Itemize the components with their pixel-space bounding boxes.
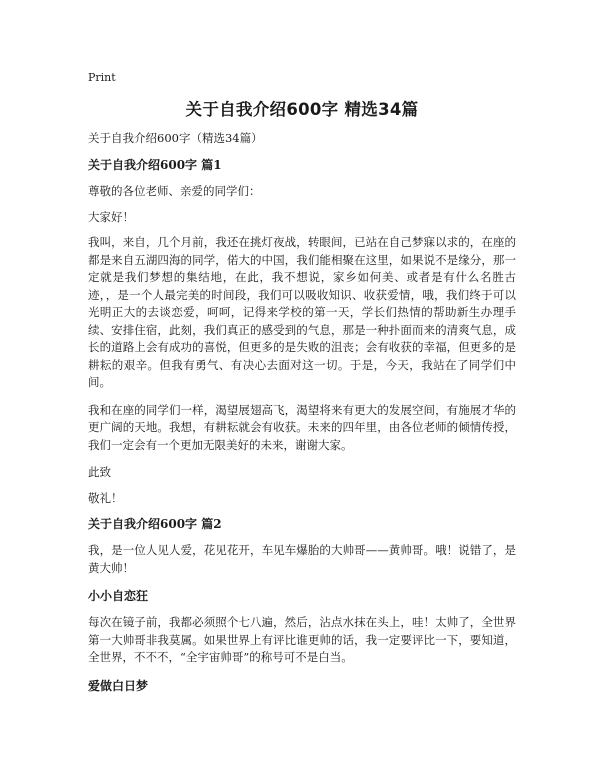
section-heading-2: 关于自我介绍600字 篇2 xyxy=(88,517,222,531)
paragraph-salutation: 尊敬的各位老师、亲爱的同学们： xyxy=(88,184,261,198)
paragraph-closing: 此致 xyxy=(88,465,111,479)
paragraph-body: 我叫，来自，几个月前，我还在挑灯夜战，转眼间，已站在自己梦寐以求的，在座的都是来自五湖四海的同学，偌大的中国，我们能相聚在这里，如果说不是缘分，那一定就是我们梦想的集结地，在此，我不想说，家乡如何美、或者是有什么名胜古迹，，是一个人最完美的时间段，我们可以吸收知识、收获爱情，哦，我们终于可以光明正大的去谈恋爱，呵呵，记得来学校的第一天，学长们热情的帮助新生办理手续、安排住宿，此刻，我们真正的感受到的气息，那是一种扑面而来的清爽气息，成长的道路上会有成功的喜悦，但更多的是失败的沮丧；会有收获的幸福，但更多的是耕耘的艰辛。但我有勇气、有决心去面对这一切。于是，今天，我站在了同学们中间。 xyxy=(88,235,516,389)
document-title: 关于自我介绍600字 精选34篇 xyxy=(185,100,419,119)
document-page xyxy=(88,66,516,704)
section-heading-3: 小小自恋狂 xyxy=(88,589,149,603)
paragraph-body: 我，是一位人见人爱，花见花开，车见车爆胎的大帅哥——黄帅哥。哦！说错了，是黄大帅！ xyxy=(88,543,516,575)
section-heading-1: 关于自我介绍600字 篇1 xyxy=(88,158,222,172)
paragraph-closing: 敬礼！ xyxy=(88,490,123,505)
paragraph-body: 我和在座的同学们一样，渴望展翅高飞，渴望将来有更大的发展空间，有施展才华的更广阔的天地。我想，有耕耘就会有收获。未来的四年里，由各位老师的倾情传授，我们一定会有一个更加无限美好的未来，谢谢大家。 xyxy=(88,402,516,452)
paragraph-greeting: 大家好！ xyxy=(88,209,134,224)
print-link[interactable]: Print xyxy=(88,71,116,84)
paragraph-body: 每次在镜子前，我都必须照个七八遍，然后，沾点水抹在头上，哇！太帅了，全世界第一大帅哥非我莫属。如果世界上有评比谁更帅的话，我一定要评比一下，要知道，全世界，不不不，“全宇宙帅哥”的称号可不是白当。 xyxy=(88,615,516,664)
section-heading-4: 爱做白日梦 xyxy=(88,678,149,693)
document-subtitle: 关于自我介绍600字（精选34篇） xyxy=(88,131,263,145)
